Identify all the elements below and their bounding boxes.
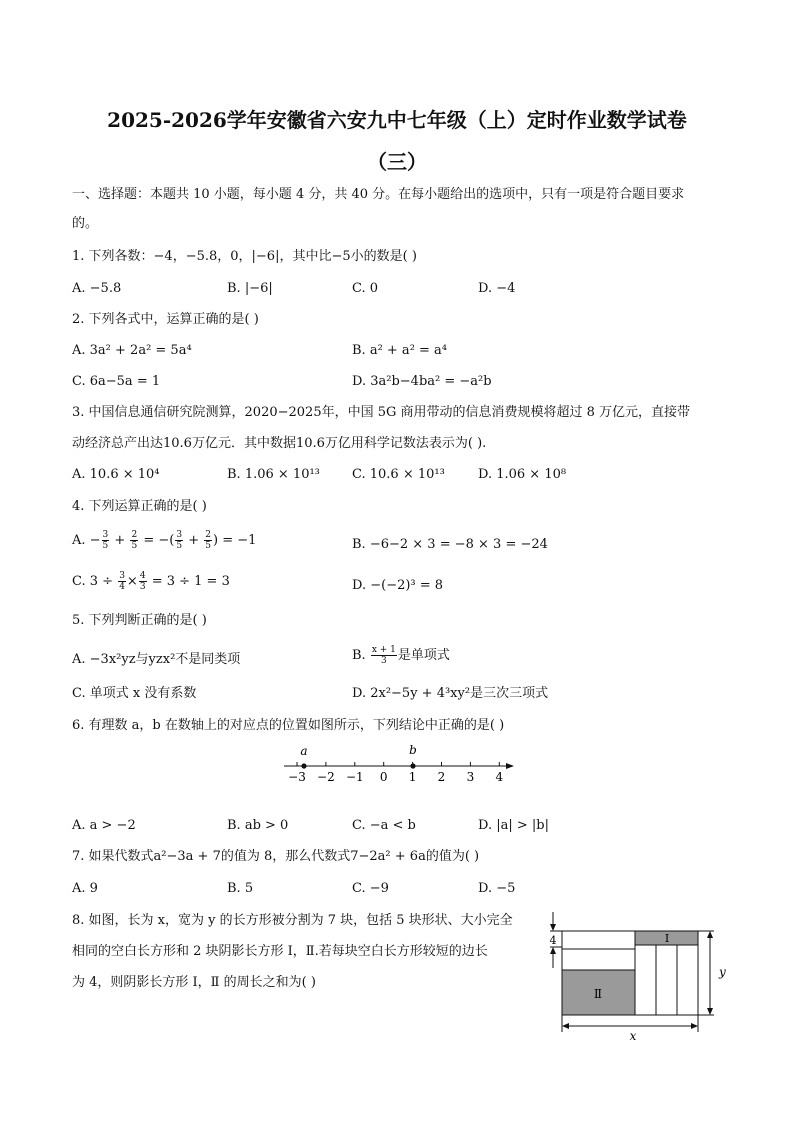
q1-stem: 1. 下列各数：−4，−5.8，0，|−6|，其中比−5小的数是( ) bbox=[72, 249, 417, 264]
q5-option-c: C. 单项式 x 没有系数 bbox=[72, 686, 197, 701]
paper-title-suffix: （三） bbox=[367, 150, 427, 174]
dimy-arrow-bottom bbox=[707, 1008, 713, 1015]
q6-option-d: D. |a| > |b| bbox=[478, 818, 549, 833]
point-b-dot bbox=[410, 763, 415, 768]
q5-stem: 5. 下列判断正确的是( ) bbox=[72, 613, 207, 628]
paper-title: 2025-2026学年安徽省六安九中七年级（上）定时作业数学试卷 bbox=[107, 108, 687, 132]
label-I: I bbox=[664, 932, 670, 945]
number-line-figure bbox=[280, 742, 520, 786]
dimx-arrow-left bbox=[562, 1023, 569, 1029]
q2-option-b: B. a² + a² = a⁴ bbox=[352, 343, 448, 358]
q5-option-d: D. 2x²−5y + 4³xy²是三次三项式 bbox=[352, 686, 549, 701]
axis-tick-label: 1 bbox=[408, 770, 417, 784]
section-heading-cont: 的。 bbox=[72, 216, 99, 231]
q4-option-c: C. 3 ÷ $\frac{3}{4}$ × $\frac{4}{3}$ = 3 ÷ 1 = 3 bbox=[72, 571, 230, 592]
q7-stem: 7. 如果代数式a²−3a + 7的值为 8，那么代数式7−2a² + 6a的值为( ) bbox=[72, 849, 480, 864]
q6-option-a: A. a > −2 bbox=[72, 818, 136, 833]
q1-option-c: C. 0 bbox=[352, 281, 379, 296]
label-x: x bbox=[629, 1029, 637, 1042]
q1-option-b: B. |−6| bbox=[227, 281, 273, 296]
q1-option-a: A. −5.8 bbox=[72, 281, 122, 296]
q2-option-d: D. 3a²b−4ba² = −a²b bbox=[352, 374, 492, 389]
q1-option-d: D. −4 bbox=[478, 281, 516, 296]
axis-tick-label: −3 bbox=[288, 770, 306, 784]
q5-option-a: A. −3x²yz与yzx²不是同类项 bbox=[72, 652, 241, 667]
axis-tick-label: 3 bbox=[466, 770, 475, 784]
q3-stem-cont: 动经济总产出达10.6万亿元．其中数据10.6万亿用科学记数法表示为( ). bbox=[72, 436, 487, 451]
dim4-bottom-arrow bbox=[550, 947, 556, 954]
q7-option-d: D. −5 bbox=[478, 881, 516, 896]
q5-option-b: B. $\frac{x + 1}{3}$ 是单项式 bbox=[352, 645, 450, 666]
q4-option-a: A. − $\frac{3}{5}$ + $\frac{2}{5}$ = −( $\frac{3}{5}$ + $\frac{2}{5}$ ) = −1 bbox=[72, 530, 257, 551]
q2-option-c: C. 6a−5a = 1 bbox=[72, 374, 161, 389]
q6-option-b: B. ab > 0 bbox=[227, 818, 289, 833]
point-a-label: a bbox=[300, 744, 308, 758]
q6-stem: 6. 有理数 a，b 在数轴上的对应点的位置如图所示，下列结论中正确的是( ) bbox=[72, 718, 505, 733]
label-4: 4 bbox=[549, 934, 557, 947]
q4-option-b: B. −6−2 × 3 = −8 × 3 = −24 bbox=[352, 537, 548, 552]
q7-option-a: A. 9 bbox=[72, 881, 98, 896]
q3-option-a: A. 10.6 × 10⁴ bbox=[72, 467, 160, 482]
q2-option-a: A. 3a² + 2a² = 5a⁴ bbox=[72, 343, 192, 358]
q8-stem: 8. 如图，长为 x，宽为 y 的长方形被分割为 7 块，包括 5 块形状、大小完全 bbox=[72, 913, 513, 928]
axis-tick-label: 0 bbox=[379, 770, 388, 784]
q4-stem: 4. 下列运算正确的是( ) bbox=[72, 499, 207, 514]
rectangle-partition-figure bbox=[538, 910, 728, 1042]
q3-option-d: D. 1.06 × 10⁸ bbox=[478, 467, 567, 482]
axis-tick-label: −1 bbox=[345, 770, 364, 784]
point-a-dot bbox=[301, 763, 306, 768]
q3-stem: 3. 中国信息通信研究院测算，2020−2025年，中国 5G 商用带动的信息消费规模将超过 8 万亿元，直接带 bbox=[72, 405, 691, 420]
dim4-top-arrow bbox=[550, 924, 556, 931]
q3-option-b: B. 1.06 × 10¹³ bbox=[227, 467, 320, 482]
q7-option-b: B. 5 bbox=[227, 881, 254, 896]
axis-arrow bbox=[506, 763, 514, 769]
section-heading: 一、选择题：本题共 10 小题，每小题 4 分，共 40 分。在每小题给出的选项中，只有一项是符合题目要求 bbox=[72, 187, 685, 202]
dimx-arrow-right bbox=[691, 1023, 698, 1029]
dimy-arrow-top bbox=[707, 931, 713, 938]
axis-tick-label: 4 bbox=[495, 770, 504, 784]
label-II: Ⅱ bbox=[593, 987, 603, 1001]
q7-option-c: C. −9 bbox=[352, 881, 389, 896]
q3-option-c: C. 10.6 × 10¹³ bbox=[352, 467, 445, 482]
point-b-label: b bbox=[409, 743, 417, 757]
q6-option-c: C. −a < b bbox=[352, 818, 416, 833]
axis-tick-label: 2 bbox=[437, 770, 446, 784]
q2-stem: 2. 下列各式中，运算正确的是( ) bbox=[72, 312, 259, 327]
label-y: y bbox=[719, 965, 726, 979]
q4-option-d: D. −(−2)³ = 8 bbox=[352, 578, 444, 593]
q8-stem-cont2: 为 4，则阴影长方形 Ⅰ，Ⅱ 的周长之和为( ) bbox=[72, 975, 316, 990]
axis-tick-label: −2 bbox=[317, 770, 335, 784]
q8-stem-cont1: 相同的空白长方形和 2 块阴影长方形 Ⅰ，Ⅱ.若每块空白长方形较短的边长 bbox=[72, 944, 488, 959]
